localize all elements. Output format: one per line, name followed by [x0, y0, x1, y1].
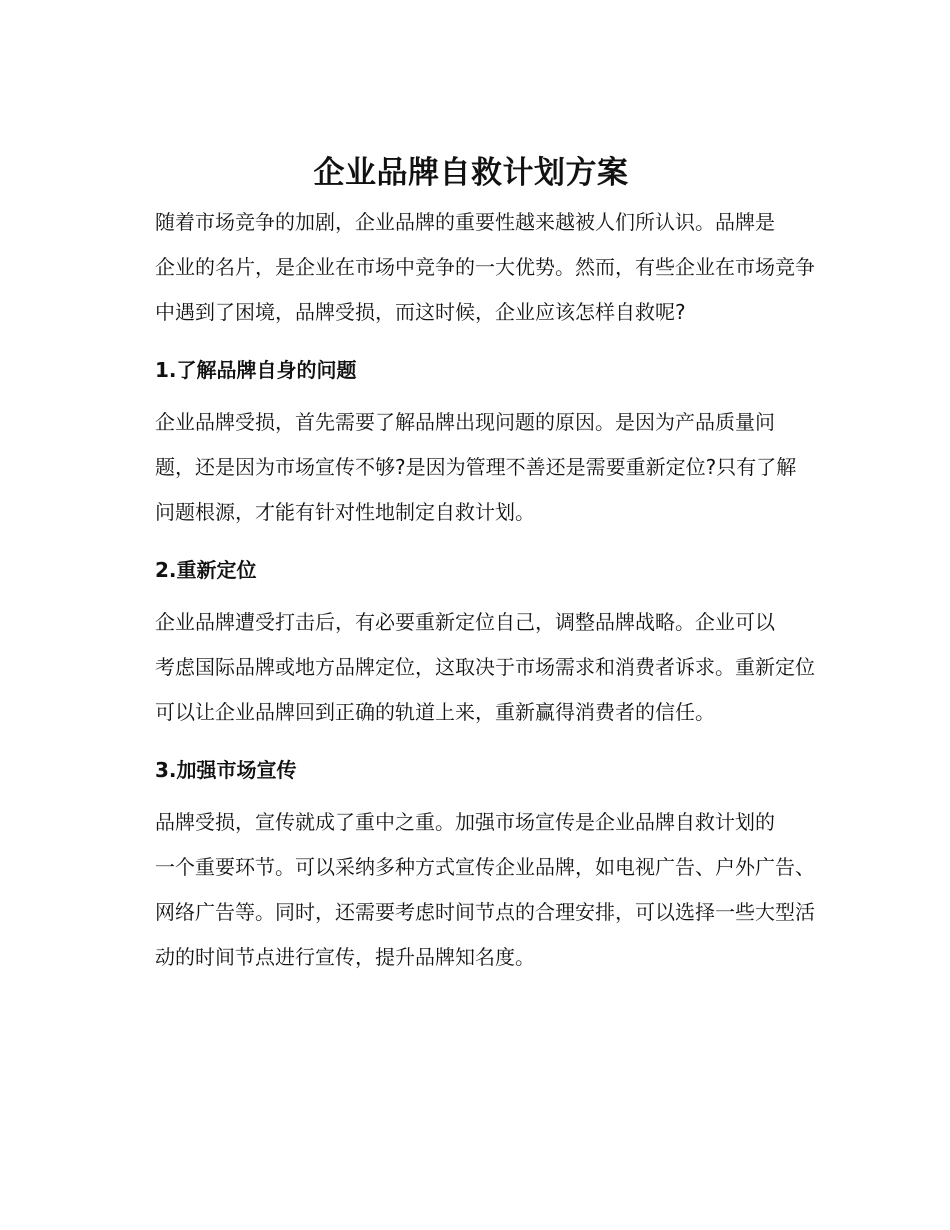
intro-paragraph	[113, 200, 829, 335]
paragraph-line: 一个重要环节。可以采纳多种方式宣传企业品牌，如电视广告、户外广告、	[155, 855, 815, 879]
intro-line: 随着市场竞争的加剧，企业品牌的重要性越来越被人们所认识。品牌是	[155, 210, 775, 234]
section-heading-2: 2.重新定位	[155, 558, 257, 582]
paragraph-line: 可以让企业品牌回到正确的轨道上来，重新赢得消费者的信任。	[155, 700, 715, 724]
intro-line: 中遇到了困境，品牌受损，而这时候，企业应该怎样自救呢?	[155, 300, 686, 324]
page-title: 企业品牌自救计划方案	[313, 155, 629, 191]
paragraph-line: 企业品牌受损，首先需要了解品牌出现问题的原因。是因为产品质量问	[155, 410, 775, 434]
paragraph-line: 品牌受损，宣传就成了重中之重。加强市场宣传是企业品牌自救计划的	[155, 810, 775, 834]
intro-line: 企业的名片，是企业在市场中竞争的一大优势。然而，有些企业在市场竞争	[155, 255, 815, 279]
section-paragraph-3	[113, 800, 829, 980]
section-heading-3: 3.加强市场宣传	[155, 758, 297, 782]
section-paragraph-1	[113, 400, 829, 535]
paragraph-line: 题，还是因为市场宣传不够?是因为管理不善还是需要重新定位?只有了解	[155, 455, 797, 479]
document-body	[113, 146, 829, 980]
section-paragraph-2	[113, 600, 829, 735]
paragraph-line: 动的时间节点进行宣传，提升品牌知名度。	[155, 945, 535, 969]
paragraph-line: 企业品牌遭受打击后，有必要重新定位自己，调整品牌战略。企业可以	[155, 610, 775, 634]
paragraph-line: 问题根源，才能有针对性地制定自救计划。	[155, 500, 535, 524]
paragraph-line: 考虑国际品牌或地方品牌定位，这取决于市场需求和消费者诉求。重新定位	[155, 655, 815, 679]
paragraph-line: 网络广告等。同时，还需要考虑时间节点的合理安排，可以选择一些大型活	[155, 900, 815, 924]
section-heading-1: 1.了解品牌自身的问题	[155, 358, 357, 382]
